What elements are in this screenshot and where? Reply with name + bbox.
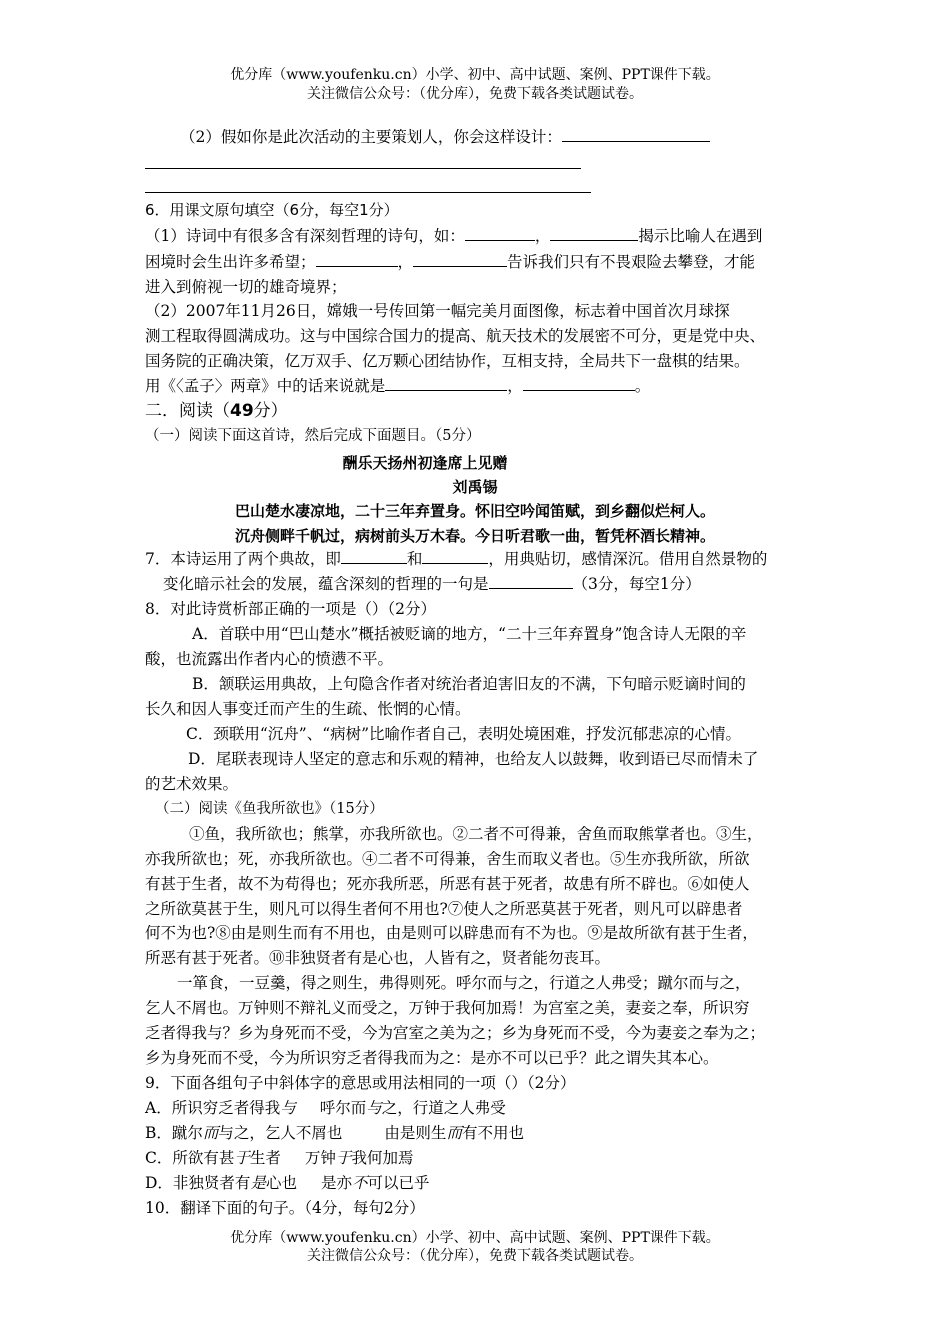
section-2-sub-2: （二）阅读《鱼我所欲也》（15分） <box>155 801 384 817</box>
header-line-1: 优分库（www.youfenku.cn）小学、初中、高中试题、案例、PPT课件下载。 <box>230 67 720 83</box>
q8-option-d: 的艺术效果。 <box>145 775 239 793</box>
q5-2: （2）假如你是此次活动的主要策划人，你会这样设计： <box>180 125 710 150</box>
section-2-sub-1: （一）阅读下面这首诗，然后完成下面题目。（5分） <box>145 428 481 444</box>
poem-line: 沉舟侧畔千帆过，病树前头万木春。今日听君歌一曲，暂凭杯酒长精神。 <box>234 527 715 545</box>
q8-option-a: A．首联中用“巴山楚水”概括被贬谪的地方，“二十三年弃置身”饱含诗人无限的辛 <box>192 625 747 643</box>
poem-author: 刘禹锡 <box>452 478 498 496</box>
footer-line-1: 优分库（www.youfenku.cn）小学、初中、高中试题、案例、PPT课件下载。 <box>230 1230 720 1246</box>
passage-line: 亦我所欲也；死，亦我所欲也。④二者不可得兼，舍生而取义者也。⑤生亦我所欲，所欲 <box>145 850 750 868</box>
q8-option-a: 酸，也流露出作者内心的愤懑不平。 <box>145 650 394 668</box>
q9-stem: 9．下面各组句子中斜体字的意思或用法相同的一项（）（2分） <box>145 1074 576 1092</box>
answer-blank[interactable] <box>550 226 638 241</box>
q7-line: 变化暗示社会的发展，蕴含深刻的哲理的一句是 （3分，每空1分） <box>163 575 701 593</box>
answer-blank[interactable] <box>422 549 488 564</box>
poem-line: 巴山楚水凄凉地，二十三年弃置身。怀旧空吟闻笛赋，到乡翻似烂柯人。 <box>234 502 715 520</box>
passage-line: 乏者得我与？乡为身死而不受，今为宫室之美为之；乡为身死而不受，今为妻妾之奉为之； <box>145 1024 766 1042</box>
q6-line: （1）诗词中有很多含有深刻哲理的诗句，如： ， 揭示比喻人在遇到 <box>145 227 763 245</box>
q8-option-b: B．颔联运用典故，上句隐含作者对统治者迫害旧友的不满，下句暗示贬谪时间的 <box>192 675 746 693</box>
answer-blank[interactable] <box>316 252 398 267</box>
passage-line: ①鱼，我所欲也；熊掌，亦我所欲也。②二者不可得兼，舍鱼而取熊掌者也。③生， <box>189 825 763 843</box>
answer-blank[interactable] <box>341 549 407 564</box>
q6-line: 进入到俯视一切的雄奇境界； <box>145 278 347 296</box>
q6-title: 6．用课文原句填空（6分，每空1分） <box>145 201 399 219</box>
passage-line: 有甚于生者，故不为苟得也；死亦我所恶，所恶有甚于死者，故患有所不辟也。⑥如使人 <box>145 875 750 893</box>
header-line-2: 关注微信公众号：（优分库），免费下载各类试题试卷。 <box>307 86 643 102</box>
passage-line: 乞人不屑也。万钟则不辩礼义而受之，万钟于我何加焉！为宫室之美，妻妾之奉，所识穷 <box>145 999 750 1017</box>
q9-option-d: D．非独贤者有是心也 是亦不可以已乎 <box>145 1174 430 1192</box>
q8-option-d: D．尾联表现诗人坚定的意志和乐观的精神，也给友人以鼓舞，收到语已尽而情未了 <box>188 750 759 768</box>
q9-option-b: B．蹴尔而与之，乞人不屑也 由是则生而有不用也 <box>145 1124 524 1142</box>
answer-blank[interactable] <box>562 127 710 142</box>
section-2-title: 二．阅读（49分） <box>145 401 288 421</box>
passage-line: 何不为也?⑧由是则生而有不用也，由是则可以辟患而有不为也。⑨是故所欲有甚于生者， <box>145 924 758 942</box>
q6-line: （2）2007年11月26日，嫦娥一号传回第一幅完美月面图像，标志着中国首次月球探 <box>145 302 730 320</box>
answer-line[interactable] <box>145 192 591 193</box>
answer-blank[interactable] <box>489 574 573 589</box>
q7-line: 7．本诗运用了两个典故，即 和 ，用典贴切，感情深沉。借用自然景物的 <box>145 550 768 568</box>
answer-blank[interactable] <box>523 376 635 391</box>
poem-title: 酬乐天扬州初逢席上见赠 <box>342 454 508 472</box>
passage-line: 所恶有甚于死者。⑩非独贤者有是心也，人皆有之，贤者能勿丧耳。 <box>145 949 611 967</box>
passage-line: 之所欲莫甚于生，则凡可以得生者何不用也?⑦使人之所恶莫甚于死者，则凡可以辟患者 <box>145 900 743 918</box>
q8-option-b: 长久和因人事变迁而产生的生疏、怅惘的心情。 <box>145 700 471 718</box>
passage-line: 一箪食，一豆羹，得之则生，弗得则死。呼尔而与之，行道之人弗受；蹴尔而与之， <box>177 974 751 992</box>
q8-stem: 8．对此诗赏析部正确的一项是（）（2分） <box>145 600 436 618</box>
answer-blank[interactable] <box>413 252 507 267</box>
passage-line: 乡为身死而不受，今为所识穷乏者得我而为之：是亦不可以已乎？此之谓失其本心。 <box>145 1049 719 1067</box>
answer-blank[interactable] <box>465 226 535 241</box>
q6-line: 测工程取得圆满成功。这与中国综合国力的提高、航天技术的发展密不可分，更是党中央、 <box>145 327 766 345</box>
q10-stem: 10．翻译下面的句子。（4分，每句2分） <box>145 1199 425 1217</box>
q6-line: 用《〈孟子〉两章》中的话来说就是 ， 。 <box>145 377 651 395</box>
q6-line: 困境时会生出许多希望； ， 告诉我们只有不畏艰险去攀登，才能 <box>145 253 756 271</box>
answer-line[interactable] <box>145 168 581 169</box>
answer-blank[interactable] <box>385 376 507 391</box>
q6-line: 国务院的正确决策，亿万双手、亿万颗心团结协作，互相支持，全局共下一盘棋的结果。 <box>145 352 750 370</box>
q9-option-a: A．所识穷乏者得我与 呼尔而与之，行道之人弗受 <box>145 1099 506 1117</box>
q8-option-c: C．颈联用“沉舟”、“病树”比喻作者自己，表明处境困难，抒发沉郁悲凉的心情。 <box>186 725 742 743</box>
footer-line-2: 关注微信公众号：（优分库），免费下载各类试题试卷。 <box>307 1248 643 1264</box>
q9-option-c: C．所欲有甚于生者 万钟于我何加焉 <box>145 1149 414 1167</box>
